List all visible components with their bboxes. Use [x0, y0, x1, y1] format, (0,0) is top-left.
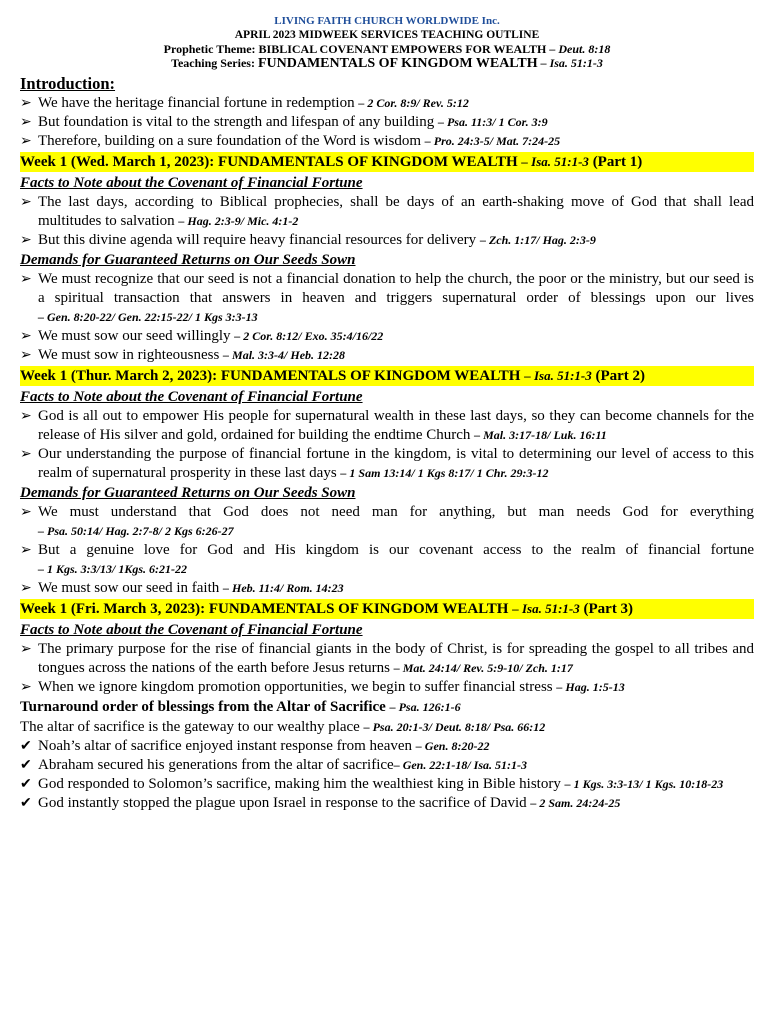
scripture-ref: – Psa. 20:1-3/ Deut. 8:18/ Psa. 66:12 [363, 720, 546, 734]
item-text: We must sow our seed willingly [38, 328, 235, 344]
list-item [20, 407, 754, 445]
list-item [20, 113, 754, 132]
scripture-ref: – Hag. 2:3-9/ Mic. 4:1-2 [178, 214, 299, 228]
item-text: We must sow in righteousness [38, 347, 224, 363]
item-text: Abraham secured his generations from the altar of sacrifice [38, 757, 394, 773]
altar-text: The altar of sacrifice is the gateway to our wealthy place [20, 719, 364, 735]
intro-list [20, 94, 754, 151]
scripture-ref: – Heb. 11:4/ Rom. 14:23 [223, 581, 344, 595]
arrow-bullet-icon: ➢ [20, 115, 32, 130]
item-text: God responded to Solomon’s sacrifice, making him the wealthiest king in Bible history [38, 776, 565, 792]
scripture-ref: – 1 Kgs. 3:3-13/ 1 Kgs. 10:18-23 [564, 777, 724, 791]
theme-label: Prophetic Theme: BIBLICAL COVENANT EMPOWERS FOR WEALTH [163, 42, 547, 56]
checks-list [20, 737, 754, 813]
arrow-bullet-icon: ➢ [20, 447, 32, 462]
scripture-ref: – 2 Cor. 8:9/ Rev. 5:12 [358, 96, 469, 110]
document-header [20, 14, 754, 71]
arrow-bullet-icon: ➢ [20, 581, 32, 596]
turnaround-heading [20, 697, 754, 717]
week-part: (Part 1) [588, 154, 643, 170]
demands-list [20, 270, 754, 365]
facts-list [20, 407, 754, 483]
item-text: God is all out to empower His people for supernatural wealth in these last days, so they can become channels for the release of His silver and gold, ordained for building the endtime Church [38, 408, 754, 443]
demands-list [20, 503, 754, 598]
prophetic-theme [20, 42, 754, 56]
arrow-bullet-icon: ➢ [20, 543, 32, 558]
series-label: Teaching Series: [171, 56, 258, 70]
arrow-bullet-icon: ➢ [20, 233, 32, 248]
week-title: Week 1 (Thur. March 2, 2023): FUNDAMENTALS OF KINGDOM WEALTH [20, 368, 525, 384]
list-item [20, 445, 754, 483]
item-text: But a genuine love for God and His kingdom is our covenant access to the realm of financial fortune [38, 542, 754, 558]
facts-heading: Facts to Note about the Covenant of Financial Fortune [20, 389, 363, 405]
scripture-ref: – Mal. 3:17-18/ Luk. 16:11 [474, 428, 607, 442]
intro-heading: Introduction: [20, 74, 116, 93]
list-item [20, 327, 754, 346]
list-item [20, 579, 754, 598]
week-part: (Part 3) [579, 601, 634, 617]
scripture-ref: – Zch. 1:17/ Hag. 2:3-9 [479, 233, 596, 247]
series-ref: – Isa. 51:1-3 [540, 56, 603, 70]
week-heading-part-2 [20, 366, 754, 386]
check-bullet-icon: ✔ [20, 796, 32, 811]
item-text: Our understanding the purpose of financial fortune in the kingdom, is vital to determining our level of access to this realm of supernatural prosperity in these last days [38, 446, 754, 481]
list-item [20, 132, 754, 151]
list-item [20, 346, 754, 365]
week-heading-part-3 [20, 599, 754, 619]
facts-heading: Facts to Note about the Covenant of Financial Fortune [20, 622, 363, 638]
arrow-bullet-icon: ➢ [20, 195, 32, 210]
arrow-bullet-icon: ➢ [20, 409, 32, 424]
item-text: We have the heritage financial fortune in redemption [38, 95, 359, 111]
scripture-ref: – 2 Sam. 24:24-25 [530, 796, 621, 810]
scripture-ref: – Mal. 3:3-4/ Heb. 12:28 [223, 348, 346, 362]
item-text: We must sow our seed in faith [38, 580, 224, 596]
facts-heading: Facts to Note about the Covenant of Financial Fortune [20, 175, 363, 191]
altar-statement [20, 717, 754, 737]
scripture-ref: – Isa. 51:1-3 [521, 154, 589, 169]
week-title: Week 1 (Wed. March 1, 2023): FUNDAMENTALS OF KINGDOM WEALTH [20, 154, 522, 170]
item-text: But this divine agenda will require heavy financial resources for delivery [38, 232, 480, 248]
check-bullet-icon: ✔ [20, 777, 32, 792]
check-bullet-icon: ✔ [20, 739, 32, 754]
list-item [20, 94, 754, 113]
scripture-ref: – Isa. 51:1-3 [512, 601, 580, 616]
week-part: (Part 2) [591, 368, 646, 384]
church-name: LIVING FAITH CHURCH WORLDWIDE Inc. [274, 15, 500, 27]
scripture-ref: – 1 Kgs. 3:3/13/ 1Kgs. 6:21-22 [38, 562, 188, 576]
scripture-ref: – Isa. 51:1-3 [524, 368, 592, 383]
arrow-bullet-icon: ➢ [20, 329, 32, 344]
outline-title: APRIL 2023 MIDWEEK SERVICES TEACHING OUTLINE [234, 29, 540, 41]
list-item [20, 678, 754, 697]
scripture-ref: – Psa. 11:3/ 1 Cor. 3:9 [437, 115, 548, 129]
teaching-series [20, 56, 754, 71]
list-item [20, 640, 754, 678]
item-text: But foundation is vital to the strength and lifespan of any building [38, 114, 438, 130]
facts-list [20, 640, 754, 697]
item-text: We must recognize that our seed is not a financial donation to help the church, the poor or the ministry, but our seed is a spiritual transaction that answers in heaven and triggers supernatural order of blessings upon our lives [38, 271, 754, 306]
scripture-ref: – Psa. 126:1-6 [389, 700, 461, 714]
arrow-bullet-icon: ➢ [20, 134, 32, 149]
list-item [20, 794, 754, 813]
list-item [20, 270, 754, 327]
list-item [20, 756, 754, 775]
series-title: FUNDAMENTALS OF KINGDOM WEALTH [257, 56, 538, 71]
scripture-ref: – Gen. 22:1-18/ Isa. 51:1-3 [393, 758, 528, 772]
turnaround-title: Turnaround order of blessings from the Altar of Sacrifice [20, 699, 390, 715]
arrow-bullet-icon: ➢ [20, 642, 32, 657]
list-item [20, 775, 754, 794]
demands-heading: Demands for Guaranteed Returns on Our Seeds Sown [20, 252, 356, 268]
item-text: Therefore, building on a sure foundation of the Word is wisdom [38, 133, 425, 149]
scripture-ref: – Psa. 50:14/ Hag. 2:7-8/ 2 Kgs 6:26-27 [38, 524, 234, 538]
item-text: We must understand that God does not need man for anything, but man needs God for everything [38, 504, 754, 520]
week-heading-part-1 [20, 152, 754, 172]
list-item [20, 737, 754, 756]
list-item [20, 231, 754, 250]
arrow-bullet-icon: ➢ [20, 272, 32, 287]
week-title: Week 1 (Fri. March 3, 2023): FUNDAMENTALS OF KINGDOM WEALTH [20, 601, 513, 617]
theme-ref: – Deut. 8:18 [549, 42, 611, 56]
item-text: The primary purpose for the rise of financial giants in the body of Christ, is for spreading the gospel to all tribes and tongues across the nations of the earth before Jesus returns [38, 641, 754, 676]
scripture-ref: – Gen. 8:20-22/ Gen. 22:15-22/ 1 Kgs 3:3-13 [38, 310, 258, 324]
item-text: Noah’s altar of sacrifice enjoyed instant response from heaven [38, 738, 416, 754]
scripture-ref: – 1 Sam 13:14/ 1 Kgs 8:17/ 1 Chr. 29:3-12 [340, 466, 549, 480]
check-bullet-icon: ✔ [20, 758, 32, 773]
arrow-bullet-icon: ➢ [20, 96, 32, 111]
item-text: God instantly stopped the plague upon Israel in response to the sacrifice of David [38, 795, 531, 811]
scripture-ref: – Pro. 24:3-5/ Mat. 7:24-25 [424, 134, 561, 148]
scripture-ref: – 2 Cor. 8:12/ Exo. 35:4/16/22 [234, 329, 384, 343]
item-text: The last days, according to Biblical prophecies, shall be days of an earth-shaking move of God that shall lead multitudes to salvation [38, 194, 754, 229]
arrow-bullet-icon: ➢ [20, 348, 32, 363]
arrow-bullet-icon: ➢ [20, 505, 32, 520]
arrow-bullet-icon: ➢ [20, 680, 32, 695]
list-item [20, 541, 754, 579]
list-item [20, 503, 754, 541]
scripture-ref: – Hag. 1:5-13 [556, 680, 625, 694]
facts-list [20, 193, 754, 250]
list-item [20, 193, 754, 231]
scripture-ref: – Mat. 24:14/ Rev. 5:9-10/ Zch. 1:17 [393, 661, 573, 675]
demands-heading: Demands for Guaranteed Returns on Our Seeds Sown [20, 485, 356, 501]
item-text: When we ignore kingdom promotion opportunities, we begin to suffer financial stress [38, 679, 557, 695]
scripture-ref: – Gen. 8:20-22 [415, 739, 490, 753]
